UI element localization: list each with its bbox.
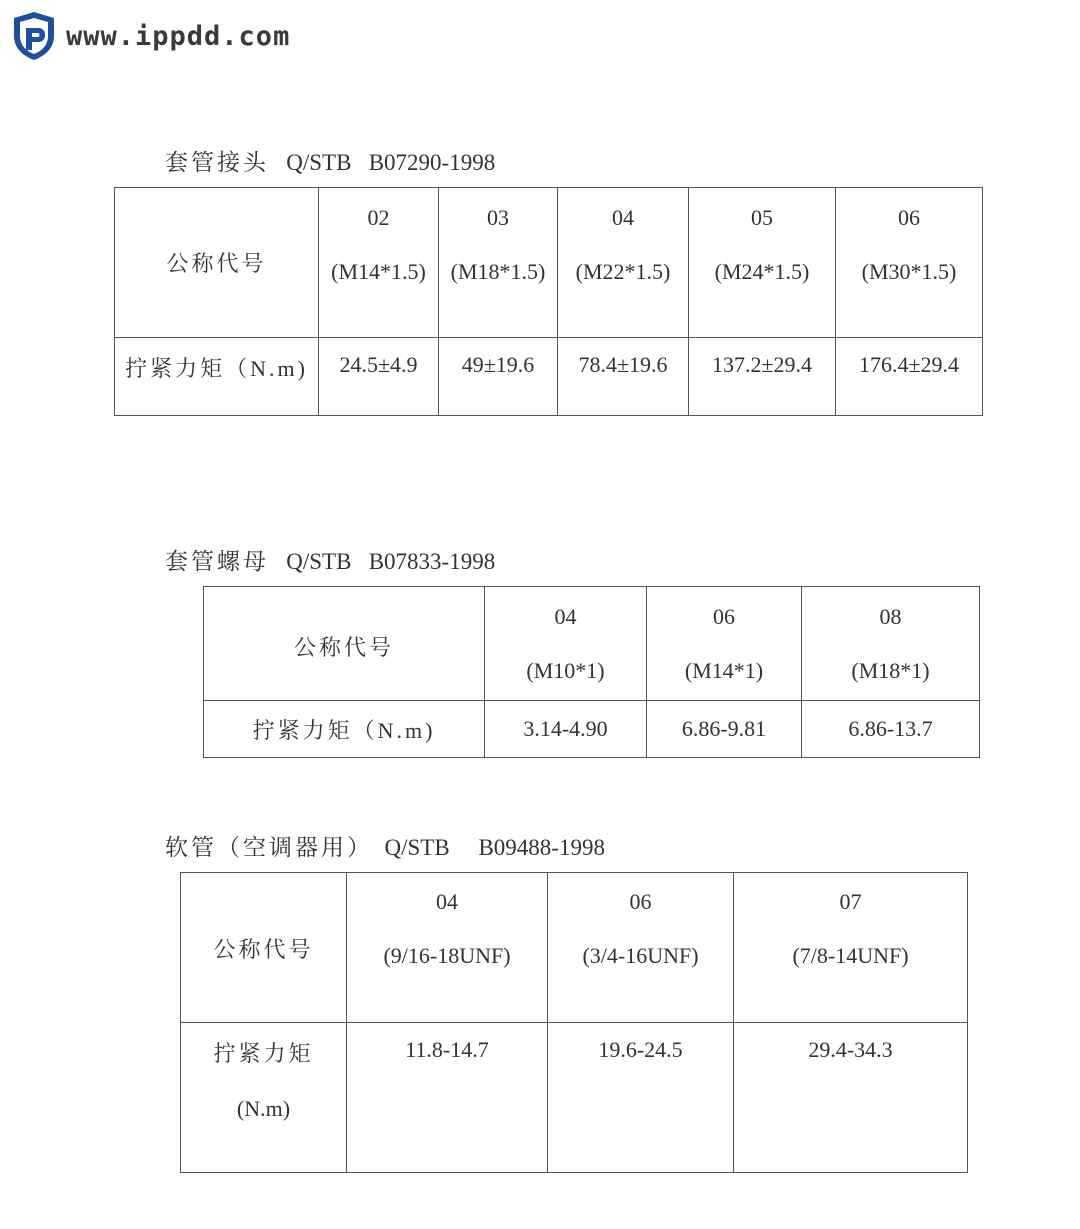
torque-label: 拧紧力矩 — [213, 1041, 314, 1066]
standard-label: Q/STB — [286, 549, 352, 574]
torque-cell: 19.6-24.5 — [548, 1023, 734, 1173]
spec: (M14*1.5) — [331, 258, 426, 284]
casing-nut-torque-table — [203, 586, 980, 758]
column-cell — [319, 188, 439, 338]
spec: (9/16-18UNF) — [383, 943, 511, 968]
torque-cell: 78.4±19.6 — [558, 338, 689, 416]
table-row-nominal — [181, 873, 968, 1023]
torque-cell: 6.86-13.7 — [802, 701, 980, 758]
table-row-torque — [181, 1023, 968, 1173]
section-title: 套管接头 — [165, 150, 269, 175]
column-cell — [802, 587, 980, 701]
torque-unit: (N.m) — [236, 1096, 291, 1121]
spec: (M18*1) — [851, 657, 930, 683]
spec: (3/4-16UNF) — [582, 943, 699, 968]
code: 02 — [367, 204, 390, 230]
spec: (M30*1.5) — [861, 258, 957, 284]
row-header-torque: 拧紧力矩（N.m) — [115, 338, 319, 416]
code: 08 — [879, 603, 902, 629]
hose-torque-table — [180, 872, 968, 1173]
table-row-torque — [115, 338, 983, 416]
code: 06 — [713, 603, 735, 629]
standard-label: Q/STB — [384, 835, 450, 860]
table-row-nominal — [204, 587, 980, 701]
site-url: www.ippdd.com — [66, 20, 291, 52]
column-cell — [558, 188, 689, 338]
column-cell — [836, 188, 983, 338]
table-row-nominal — [115, 188, 983, 338]
spec: (M10*1) — [526, 657, 605, 683]
code: 03 — [487, 204, 509, 230]
spec: (M14*1) — [684, 657, 764, 683]
column-cell — [647, 587, 802, 701]
spec: (M18*1.5) — [450, 258, 546, 284]
column-cell — [347, 873, 548, 1023]
standard-code: B07833-1998 — [368, 549, 496, 574]
code: 04 — [554, 603, 577, 629]
row-header-nominal: 公称代号 — [115, 188, 319, 338]
section-heading-casing-joint — [165, 144, 495, 177]
torque-cell: 176.4±29.4 — [836, 338, 983, 416]
standard-label: Q/STB — [286, 150, 352, 175]
torque-cell: 3.14-4.90 — [485, 701, 647, 758]
code: 04 — [436, 889, 458, 914]
section-title: 套管螺母 — [165, 549, 269, 574]
column-cell — [734, 873, 968, 1023]
torque-cell: 137.2±29.4 — [689, 338, 836, 416]
torque-cell: 6.86-9.81 — [647, 701, 802, 758]
column-cell — [548, 873, 734, 1023]
row-header-nominal: 公称代号 — [204, 587, 485, 701]
code: 04 — [612, 204, 634, 230]
code: 06 — [629, 889, 652, 914]
section-heading-casing-nut — [165, 543, 495, 576]
torque-cell: 49±19.6 — [439, 338, 558, 416]
code: 05 — [751, 204, 773, 230]
site-logo[interactable] — [10, 10, 290, 62]
standard-code: B09488-1998 — [478, 835, 605, 860]
code: 06 — [898, 204, 920, 230]
column-cell — [689, 188, 836, 338]
spec: (M24*1.5) — [714, 258, 810, 284]
shield-p-logo-icon — [10, 10, 58, 62]
section-title: 软管（空调器用） — [165, 835, 373, 860]
torque-cell: 11.8-14.7 — [347, 1023, 548, 1173]
column-cell — [439, 188, 558, 338]
row-header-torque — [181, 1023, 347, 1173]
standard-code: B07290-1998 — [368, 150, 496, 175]
torque-cell: 29.4-34.3 — [734, 1023, 968, 1173]
table-row-torque — [204, 701, 980, 758]
section-heading-hose — [165, 829, 605, 862]
casing-joint-torque-table — [114, 187, 983, 416]
spec: (M22*1.5) — [575, 258, 671, 284]
column-cell — [485, 587, 647, 701]
spec: (7/8-14UNF) — [792, 943, 909, 968]
row-header-nominal: 公称代号 — [181, 873, 347, 1023]
row-header-torque: 拧紧力矩（N.m) — [204, 701, 485, 758]
torque-cell: 24.5±4.9 — [319, 338, 439, 416]
code: 07 — [839, 889, 862, 914]
